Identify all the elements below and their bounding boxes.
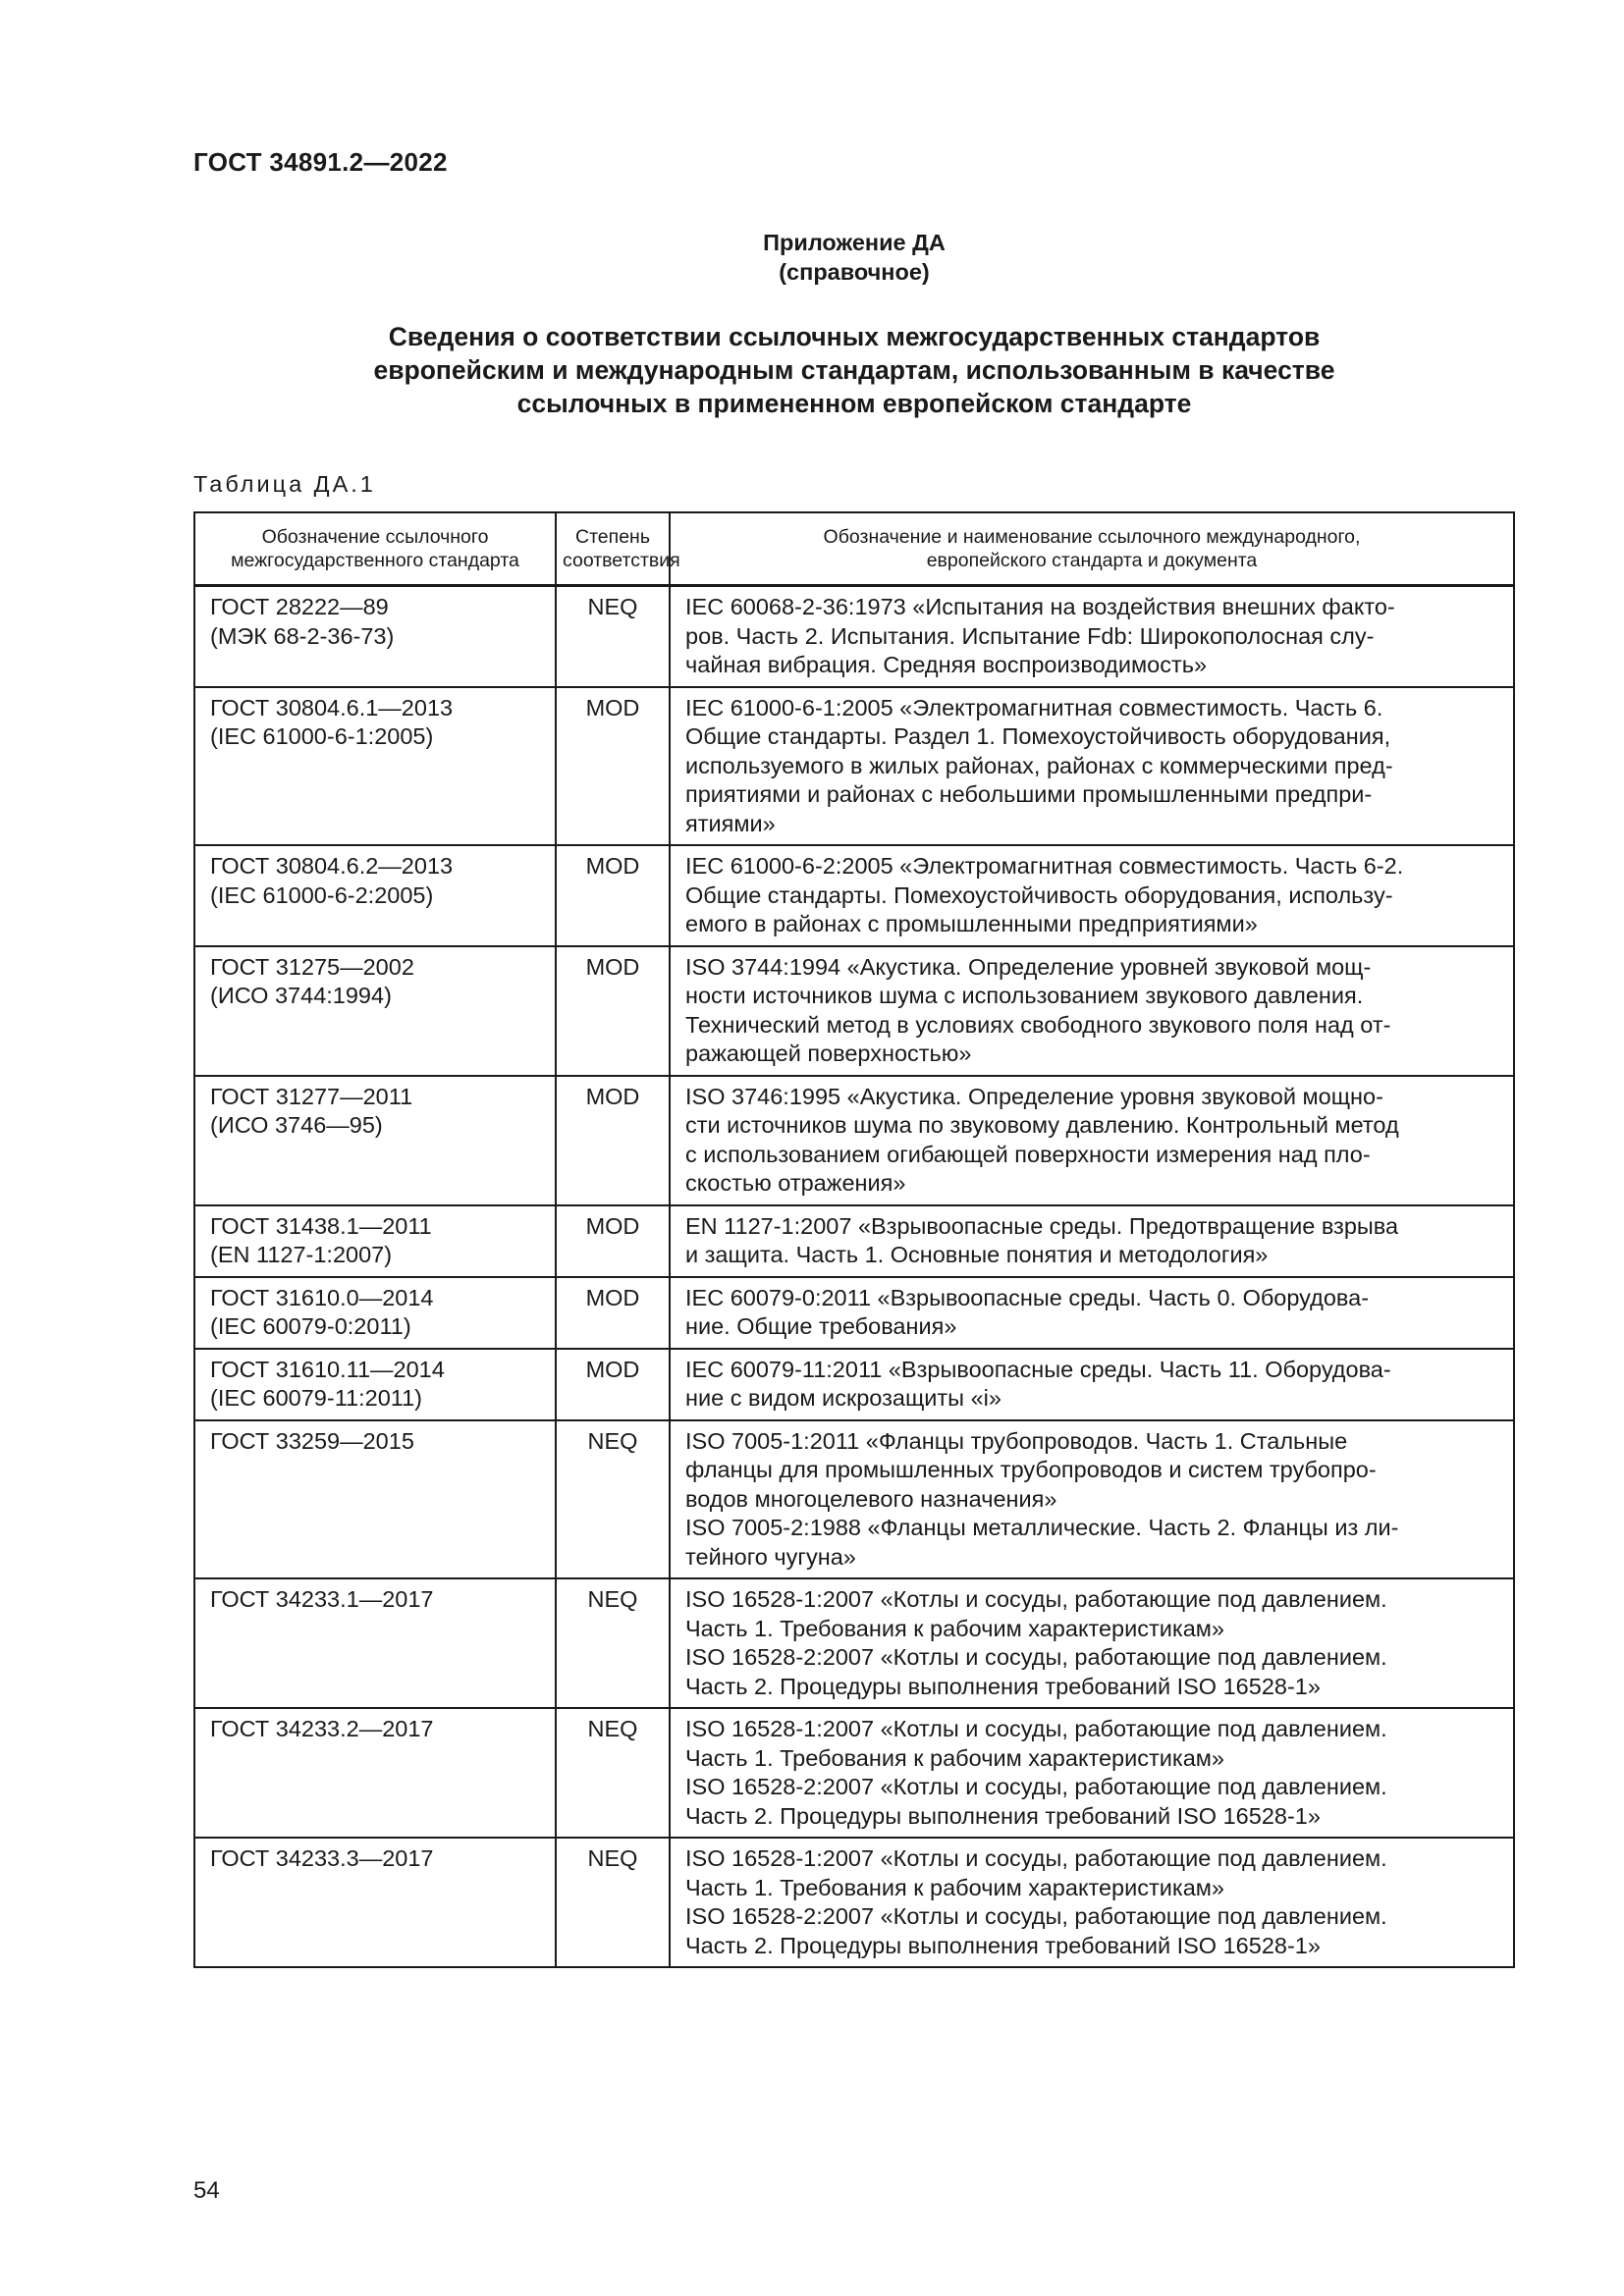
gost-line: ГОСТ 34233.3—2017 [210,1845,434,1871]
table-row [194,1420,1514,1579]
international-standard-cell [670,1578,1514,1708]
standard-text-line: Часть 1. Требования к рабочим характеристикам» [685,1615,1224,1641]
standard-text-line: Общие стандарты. Раздел 1. Помехоустойчивость оборудования, [685,723,1391,749]
gost-designation-cell [194,1578,556,1708]
international-standard-cell [670,1708,1514,1838]
heading-line: ссылочных в примененном европейском стандарте [516,389,1192,418]
standard-text-line: ISO 16528-2:2007 «Котлы и сосуды, работающие под давлением. [685,1774,1387,1799]
gost-line: (IEC 61000-6-2:2005) [210,881,434,908]
header-line: Обозначение ссылочного [261,526,489,548]
table-body [194,586,1514,1968]
heading-line: европейским и международным стандартам, использованным в качестве [373,355,1335,385]
section-heading [295,320,1414,420]
standard-text-line: IEC 61000-6-1:2005 «Электромагнитная совместимость. Часть 6. [685,694,1383,721]
conformity-degree-cell: NEQ [556,1708,670,1838]
table-row [194,1277,1514,1349]
standard-text-line: ISO 16528-1:2007 «Котлы и сосуды, работающие под давлением. [685,1586,1387,1612]
table-row [194,845,1514,946]
standard-text-line: Часть 1. Требования к рабочим характеристикам» [685,1874,1224,1900]
standard-text-line: ISO 3744:1994 «Акустика. Определение уровней звуковой мощ- [685,953,1372,980]
standard-text-line: фланцы для промышленных трубопроводов и систем трубопро- [685,1457,1377,1482]
gost-designation-cell [194,1420,556,1579]
conformity-degree-cell: MOD [556,687,670,846]
standard-text-line: ности источников шума с использованием звукового давления. [685,983,1364,1008]
page-number: 54 [193,2177,220,2204]
header-line: Обозначение и наименование ссылочного международного, [823,526,1361,548]
standard-text-line: чайная вибрация. Средняя воспроизводимость» [685,652,1208,677]
standard-text-line: сти источников шума по звуковому давлению. Контрольный метод [685,1112,1399,1138]
gost-designation-cell [194,1708,556,1838]
international-standard-cell [670,1838,1514,1967]
standard-text-line: водов многоцелевого назначения» [685,1485,1057,1512]
gost-line: ГОСТ 31610.0—2014 [210,1284,434,1310]
standard-text-line: ISO 16528-2:2007 «Котлы и сосуды, работающие под давлением. [685,1903,1387,1929]
gost-line: ГОСТ 30804.6.1—2013 [210,694,454,721]
standard-text-line: с использованием огибающей поверхности измерения над пло- [685,1141,1371,1167]
gost-designation-cell [194,1076,556,1205]
gost-line: (IEC 60079-11:2011) [210,1385,422,1411]
column-header-document [670,512,1514,586]
standard-text-line: Часть 2. Процедуры выполнения требований ISO 16528-1» [685,1802,1321,1829]
standard-text-line: ISO 16528-1:2007 «Котлы и сосуды, работающие под давлением. [685,1845,1387,1871]
standard-text-line: IEC 60079-11:2011 «Взрывоопасные среды. Часть 11. Оборудова- [685,1356,1391,1382]
reference-standards-table [193,511,1515,1968]
standard-text-line: ISO 7005-2:1988 «Фланцы металлические. Часть 2. Фланцы из ли- [685,1515,1399,1540]
gost-designation-cell [194,586,556,687]
header-line: Степень [575,526,650,548]
header-line: соответствия [563,550,680,571]
international-standard-cell [670,1349,1514,1420]
standard-text-line: Часть 2. Процедуры выполнения требований ISO 16528-1» [685,1673,1321,1699]
heading-line: Сведения о соответствии ссылочных межгосударственных стандартов [388,322,1321,351]
table-row [194,946,1514,1076]
gost-line: ГОСТ 34233.1—2017 [210,1586,434,1612]
gost-designation-cell [194,1838,556,1967]
gost-line: (IEC 61000-6-1:2005) [210,723,434,749]
gost-line: ГОСТ 31277—2011 [210,1083,413,1109]
standard-text-line: скостью отражения» [685,1170,906,1196]
standard-text-line: емого в районах с промышленными предприятиями» [685,911,1258,936]
column-header-gost [194,512,556,586]
table-row [194,586,1514,687]
international-standard-cell [670,1076,1514,1205]
standard-text-line: ISO 16528-1:2007 «Котлы и сосуды, работающие под давлением. [685,1716,1387,1741]
standard-text-line: ров. Часть 2. Испытания. Испытание Fdb: Широкополосная слу- [685,622,1375,649]
table-row [194,1708,1514,1838]
gost-line: ГОСТ 33259—2015 [210,1427,414,1454]
gost-line: ГОСТ 28222—89 [210,594,389,619]
conformity-degree-cell: MOD [556,946,670,1076]
international-standard-cell [670,687,1514,846]
conformity-degree-cell: NEQ [556,1838,670,1967]
standard-text-line: IEC 60068-2-36:1973 «Испытания на воздействия внешних факто- [685,594,1395,619]
gost-line: (ИСО 3746—95) [210,1112,383,1138]
conformity-degree-cell: MOD [556,1076,670,1205]
appendix-title-block [0,228,1624,287]
header-line: европейского стандарта и документа [926,550,1258,571]
gost-line: ГОСТ 31438.1—2011 [210,1212,432,1239]
international-standard-cell [670,1420,1514,1579]
header-line: межгосударственного стандарта [231,550,519,571]
gost-designation-cell [194,1277,556,1349]
table-header-row [194,512,1514,586]
table-row [194,1205,1514,1277]
international-standard-cell [670,845,1514,946]
standard-text-line: IEC 61000-6-2:2005 «Электромагнитная совместимость. Часть 6-2. [685,853,1404,879]
gost-designation-cell [194,1205,556,1277]
table-row [194,687,1514,846]
standard-text-line: EN 1127-1:2007 «Взрывоопасные среды. Предотвращение взрыва [685,1212,1399,1239]
standard-text-line: тейного чугуна» [685,1543,856,1570]
gost-line: ГОСТ 31275—2002 [210,953,414,980]
table-row [194,1076,1514,1205]
gost-designation-cell [194,1349,556,1420]
standard-text-line: ISO 7005-1:2011 «Фланцы трубопроводов. Часть 1. Стальные [685,1427,1348,1454]
standard-text-line: IEC 60079-0:2011 «Взрывоопасные среды. Часть 0. Оборудова- [685,1284,1370,1310]
appendix-subtitle: (справочное) [779,259,930,285]
standard-text-line: Технический метод в условиях свободного звукового поля над от- [685,1011,1391,1038]
gost-designation-cell [194,687,556,846]
standard-text-line: ятиями» [685,810,776,836]
conformity-degree-cell: NEQ [556,586,670,687]
table-row [194,1838,1514,1967]
table-row [194,1578,1514,1708]
standard-text-line: приятиями и районах с небольшими промышленными предпри- [685,781,1373,807]
standard-text-line: ISO 3746:1995 «Акустика. Определение уровня звуковой мощно- [685,1083,1383,1109]
standard-text-line: Общие стандарты. Помехоустойчивость оборудования, использу- [685,881,1393,908]
gost-line: ГОСТ 31610.11—2014 [210,1356,445,1382]
gost-line: (ИСО 3744:1994) [210,983,392,1008]
gost-line: (EN 1127-1:2007) [210,1242,393,1267]
appendix-title: Приложение ДА [763,230,946,255]
standard-text-line: используемого в жилых районах, районах с коммерческими пред- [685,752,1393,778]
standard-text-line: ражающей поверхностью» [685,1041,972,1066]
standard-text-line: и защита. Часть 1. Основные понятия и методология» [685,1242,1269,1267]
standard-text-line: ние. Общие требования» [685,1313,957,1339]
gost-line: (МЭК 68-2-36-73) [210,622,395,649]
column-header-degree [556,512,680,586]
gost-line: (IEC 60079-0:2011) [210,1313,411,1339]
conformity-degree-cell: MOD [556,1277,670,1349]
conformity-degree-cell: NEQ [556,1578,670,1708]
gost-designation-cell [194,845,556,946]
international-standard-cell [670,946,1514,1076]
standard-text-line: ние с видом искрозащиты «i» [685,1385,1001,1411]
conformity-degree-cell: MOD [556,1205,670,1277]
conformity-degree-cell: MOD [556,845,670,946]
conformity-degree-cell: NEQ [556,1420,670,1579]
table-row [194,1349,1514,1420]
gost-designation-cell [194,946,556,1076]
conformity-degree-cell: MOD [556,1349,670,1420]
standard-text-line: Часть 2. Процедуры выполнения требований ISO 16528-1» [685,1932,1321,1958]
international-standard-cell [670,1205,1514,1277]
standard-text-line: Часть 1. Требования к рабочим характеристикам» [685,1744,1224,1771]
standard-text-line: ISO 16528-2:2007 «Котлы и сосуды, работающие под давлением. [685,1644,1387,1670]
table-caption: Таблица ДА.1 [193,471,376,497]
international-standard-cell [670,586,1514,687]
gost-line: ГОСТ 30804.6.2—2013 [210,853,454,879]
gost-line: ГОСТ 34233.2—2017 [210,1716,434,1741]
international-standard-cell [670,1277,1514,1349]
document-code: ГОСТ 34891.2—2022 [193,147,448,177]
